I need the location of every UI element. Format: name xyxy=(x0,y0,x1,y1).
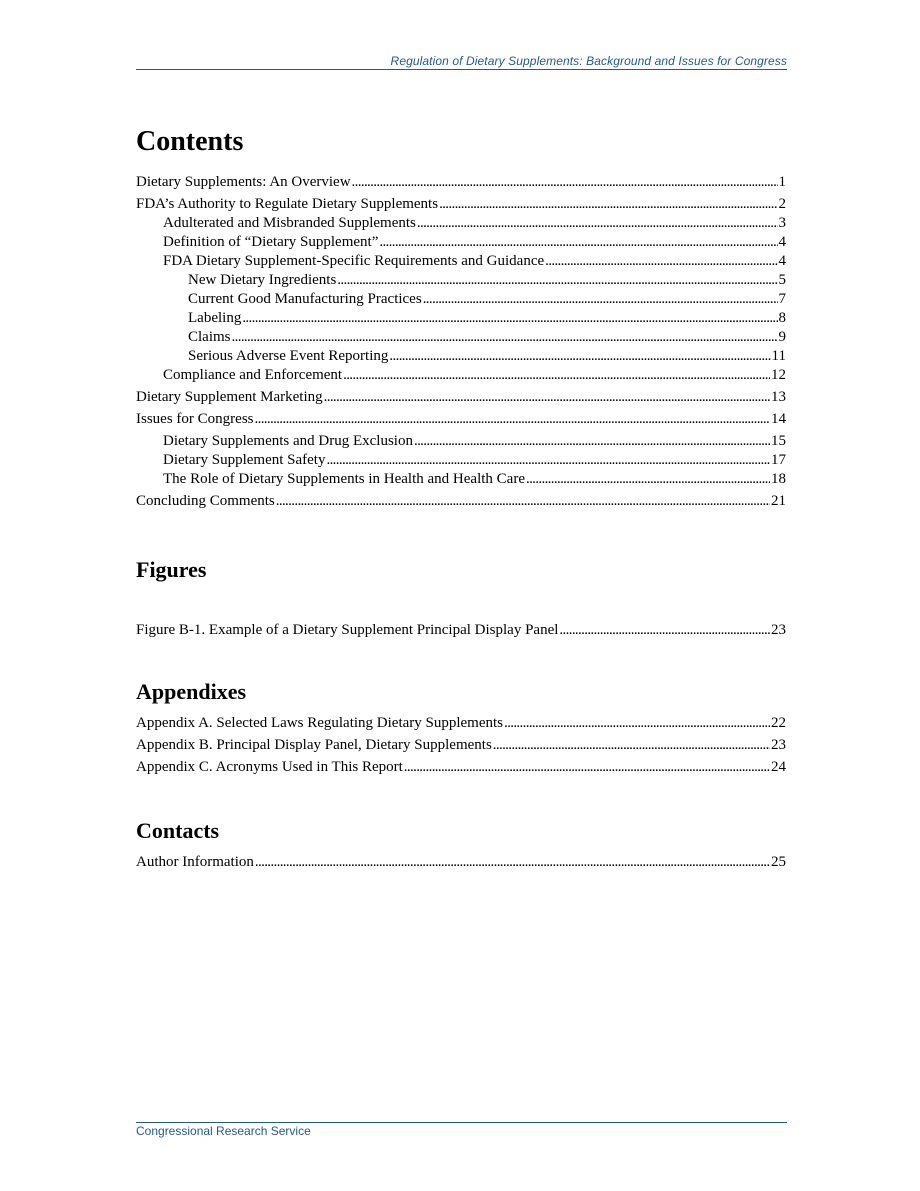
toc-entry-title: FDA’s Authority to Regulate Dietary Supplements xyxy=(136,196,439,212)
toc-entry-title: FDA Dietary Supplement-Specific Requirements and Guidance xyxy=(163,253,545,269)
toc-entry-page: 18 xyxy=(771,471,786,487)
toc-entry[interactable] xyxy=(136,309,786,328)
toc-entry[interactable] xyxy=(136,173,786,192)
toc-entry[interactable] xyxy=(136,271,786,290)
running-header: Regulation of Dietary Supplements: Background and Issues for Congress xyxy=(390,54,787,68)
toc-entry-page: 7 xyxy=(778,291,786,307)
toc-entry-title: Compliance and Enforcement xyxy=(163,367,343,383)
toc-entry-page: 11 xyxy=(771,348,786,364)
toc-entry-page: 2 xyxy=(778,196,786,212)
contacts-list xyxy=(136,853,786,872)
toc-entry-page: 9 xyxy=(778,329,786,345)
toc-entry-title: Dietary Supplements: An Overview xyxy=(136,174,351,190)
toc-entry-page: 4 xyxy=(778,234,786,250)
toc-entry-title: New Dietary Ingredients xyxy=(188,272,337,288)
toc-entry-page: 3 xyxy=(778,215,786,231)
toc-entry-page: 25 xyxy=(771,854,786,870)
contents-list xyxy=(136,173,786,511)
toc-entry[interactable] xyxy=(136,758,786,777)
appendixes-heading: Appendixes xyxy=(136,679,247,704)
toc-entry-title: Dietary Supplements and Drug Exclusion xyxy=(163,433,413,449)
toc-entry-title: Issues for Congress xyxy=(136,411,254,427)
contacts-heading: Contacts xyxy=(136,818,220,843)
toc-entry-title: Appendix B. Principal Display Panel, Dietary Supplements xyxy=(136,737,492,753)
toc-entry[interactable] xyxy=(136,214,786,233)
figures-list xyxy=(136,621,786,640)
toc-entry-page: 1 xyxy=(778,174,786,190)
toc-entry-title: The Role of Dietary Supplements in Health and Health Care xyxy=(163,471,525,487)
toc-entry[interactable] xyxy=(136,736,786,755)
toc-entry-title: Serious Adverse Event Reporting xyxy=(188,348,389,364)
toc-entry-title: Current Good Manufacturing Practices xyxy=(188,291,422,307)
toc-entry-page: 12 xyxy=(771,367,786,383)
toc-entry-title: Figure B-1. Example of a Dietary Supplement Principal Display Panel xyxy=(136,622,559,638)
toc-entry-page: 4 xyxy=(778,253,786,269)
toc-entry[interactable] xyxy=(136,853,786,872)
toc-entry-page: 21 xyxy=(771,493,786,509)
toc-entry[interactable] xyxy=(136,252,786,271)
toc-entry[interactable] xyxy=(136,366,786,385)
toc-entry[interactable] xyxy=(136,347,786,366)
toc-entry-title: Dietary Supplement Marketing xyxy=(136,389,323,405)
toc-entry-title: Appendix A. Selected Laws Regulating Dietary Supplements xyxy=(136,715,504,731)
toc-entry[interactable] xyxy=(136,714,786,733)
toc-entry-page: 13 xyxy=(771,389,786,405)
toc-entry-page: 23 xyxy=(771,737,786,753)
toc-entry-page: 22 xyxy=(771,715,786,731)
toc-entry-title: Claims xyxy=(188,329,231,345)
toc-entry[interactable] xyxy=(136,290,786,309)
toc-entry-page: 17 xyxy=(771,452,786,468)
toc-entry[interactable] xyxy=(136,410,786,429)
toc-entry-title: Definition of “Dietary Supplement” xyxy=(163,234,379,250)
toc-entry-page: 24 xyxy=(771,759,786,775)
footer-rule xyxy=(136,1122,787,1123)
toc-entry-title: Author Information xyxy=(136,854,254,870)
toc-entry-page: 15 xyxy=(771,433,786,449)
toc-entry[interactable] xyxy=(136,621,786,640)
toc-entry-title: Appendix C. Acronyms Used in This Report xyxy=(136,759,403,775)
toc-entry[interactable] xyxy=(136,492,786,511)
toc-entry[interactable] xyxy=(136,388,786,407)
figures-heading: Figures xyxy=(136,557,207,582)
toc-entry[interactable] xyxy=(136,432,786,451)
running-footer: Congressional Research Service xyxy=(136,1124,311,1138)
toc-entry[interactable] xyxy=(136,451,786,470)
toc-entry[interactable] xyxy=(136,328,786,347)
toc-entry-title: Adulterated and Misbranded Supplements xyxy=(163,215,416,231)
toc-entry-page: 23 xyxy=(771,622,786,638)
appendixes-list xyxy=(136,714,786,777)
toc-entry-title: Dietary Supplement Safety xyxy=(163,452,326,468)
toc-entry[interactable] xyxy=(136,195,786,214)
toc-entry-page: 14 xyxy=(771,411,786,427)
toc-entry-page: 5 xyxy=(778,272,786,288)
toc-entry[interactable] xyxy=(136,470,786,489)
contents-heading: Contents xyxy=(136,126,244,157)
toc-entry-title: Labeling xyxy=(188,310,242,326)
header-rule xyxy=(136,69,787,70)
toc-entry-title: Concluding Comments xyxy=(136,493,275,509)
toc-entry-page: 8 xyxy=(778,310,786,326)
toc-entry[interactable] xyxy=(136,233,786,252)
